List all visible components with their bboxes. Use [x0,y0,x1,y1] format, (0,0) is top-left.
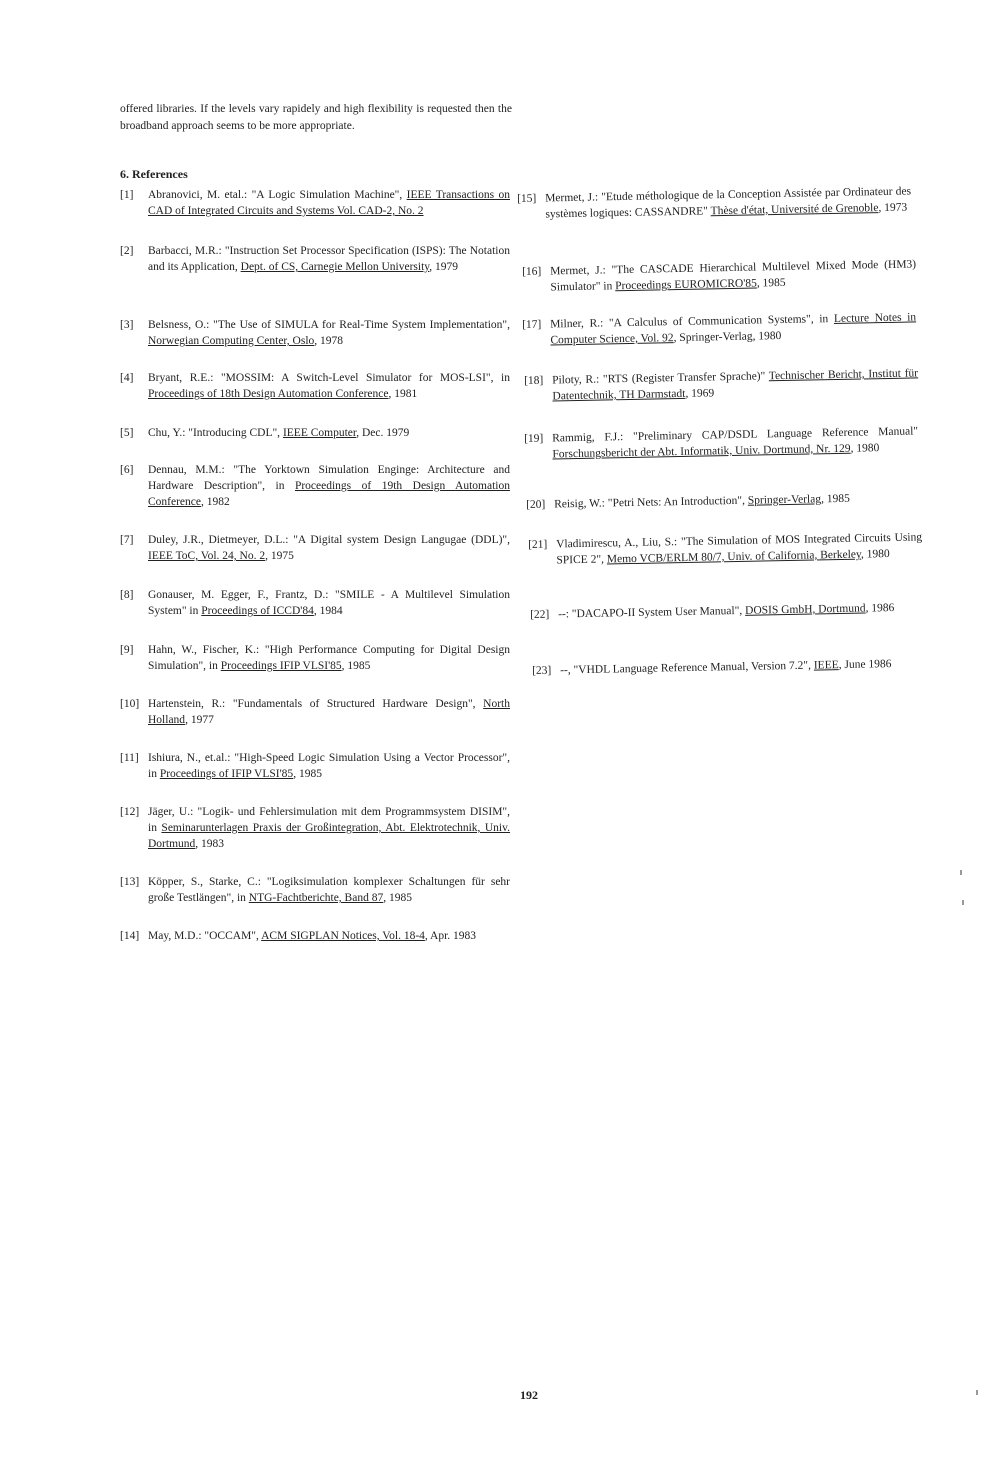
reference-venue: North Holland [148,698,510,726]
reference-number: [4] [120,372,134,384]
reference-number: [7] [120,534,134,546]
reference-number: [1] [120,189,134,201]
reference-text: Rammig, F.J.: "Preliminary CAP/DSDL Language Reference Manual" Forschungsbericht der Abt. Informatik, Univ. Dortmund, Nr. 129, 1980 [552,425,919,461]
reference-venue: Norwegian Computing Center, Oslo [148,335,315,347]
reference-text: Bryant, R.E.: "MOSSIM: A Switch-Level Simulator for MOS-LSI", in Proceedings of 18th Design Automation Conference, 1981 [148,372,510,400]
reference-number: [11] [120,752,139,764]
reference-text: Abranovici, M. etal.: "A Logic Simulation Machine", IEEE Transactions on CAD of Integrated Circuits and Systems Vol. CAD-2, No. 2 [148,189,510,217]
reference-number: [20] [526,498,546,511]
reference-number: [12] [120,806,140,818]
reference-text: Chu, Y.: "Introducing CDL", IEEE Computer, Dec. 1979 [148,427,410,439]
reference-text: Mermet, J.: "The CASCADE Hierarchical Multilevel Mixed Mode (HM3) Simulator" in Proceedings EUROMICRO'85, 1985 [550,258,917,294]
reference-number: [16] [522,265,542,278]
reference-text: Piloty, R.: "RTS (Register Transfer Sprache)" Technischer Bericht, Institut für Datentechnik, TH Darmstadt, 1969 [552,367,919,403]
reference-number: [5] [120,427,134,439]
reference-venue: Proceedings of ICCD'84 [201,605,314,617]
reference-venue: Thèse d'état, Université de Grenoble [710,202,879,218]
reference-venue: IEEE [813,659,839,672]
reference-number: [21] [528,538,548,551]
reference-text: Mermet, J.: "Etude méthologique de la Conception Assistée par Ordinateur des systèmes logiques: CASSANDRE" Thèse d'état, Université de Grenoble, 1973 [545,185,912,221]
reference-number: [23] [532,664,552,677]
reference-venue: Technischer Bericht, Institut für Datentechnik, TH Darmstadt [552,367,919,403]
reference-text: Ishiura, N., et.al.: "High-Speed Logic Simulation Using a Vector Processor", in Proceedings of IFIP VLSI'85, 1985 [148,752,510,780]
reference-venue: Springer-Verlag [747,493,822,507]
reference-text: Milner, R.: "A Calculus of Communication Systems", in Lecture Notes in Computer Science, Vol. 92, Springer-Verlag, 1980 [550,311,917,347]
reference-text: --, "VHDL Language Reference Manual, Version 7.2", IEEE, June 1986 [560,658,892,677]
reference-text: Köpper, S., Starke, C.: "Logiksimulation komplexer Schaltungen für sehr große Testlängen", in NTG-Fachtberichte, Band 87, 1985 [148,876,510,904]
scan-speck [960,870,962,875]
reference-text: Hahn, W., Fischer, K.: "High Performance Computing for Digital Design Simulation", in Proceedings IFIP VLSI'85, 1985 [148,644,510,672]
reference-venue: DOSIS GmbH, Dortmund [744,602,866,617]
reference-text: --: "DACAPO-II System User Manual", DOSIS GmbH, Dortmund, 1986 [558,602,895,621]
reference-number: [8] [120,589,134,601]
reference-text: Gonauser, M. Egger, F., Frantz, D.: "SMILE - A Multilevel Simulation System" in Proceedings of ICCD'84, 1984 [148,589,510,617]
reference-text: Reisig, W.: "Petri Nets: An Introduction", Springer-Verlag, 1985 [554,492,850,511]
scan-speck [962,900,964,905]
reference-venue: Proceedings EUROMICRO'85 [615,277,757,293]
intro-paragraph: offered libraries. If the levels vary rapidely and high flexibility is requested then the broadband approach seems to be more appropriate. [120,103,512,132]
reference-venue: ACM SIGPLAN Notices, Vol. 18-4 [261,930,425,942]
reference-text: Jäger, U.: "Logik- und Fehlersimulation mit dem Programmsystem DISIM", in Seminarunterlagen Praxis der Großintegration, Abt. Elektrotechnik, Univ. Dortmund, 1983 [148,806,511,850]
reference-number: [9] [120,644,134,656]
reference-text: Barbacci, M.R.: "Instruction Set Processor Specification (ISPS): The Notation and its Application, Dept. of CS, Carnegie Mellon University, 1979 [148,245,510,273]
reference-venue: Dept. of CS, Carnegie Mellon University [240,261,430,273]
reference-number: [6] [120,464,134,476]
reference-number: [15] [517,192,537,205]
reference-venue: Proceedings of IFIP VLSI'85 [159,768,294,780]
reference-venue: IEEE Transactions on CAD of Integrated Circuits and Systems Vol. CAD-2, No. 2 [148,189,510,217]
reference-number: [13] [120,876,140,888]
reference-venue: IEEE ToC, Vol. 24, No. 2 [148,550,266,562]
reference-venue: IEEE Computer [282,427,357,439]
reference-number: [22] [530,608,550,621]
reference-venue: Proceedings of 18th Design Automation Conference [148,388,389,400]
reference-number: [18] [524,374,544,387]
reference-text: Hartenstein, R.: "Fundamentals of Structured Hardware Design", North Holland, 1977 [148,698,510,726]
reference-venue: Proceedings of 19th Design Automation Conference [148,480,510,508]
scan-speck [976,1390,978,1395]
reference-venue: Seminarunterlagen Praxis der Großintegration, Abt. Elektrotechnik, Univ. Dortmund [148,822,511,850]
reference-venue: Memo VCB/ERLM 80/7, Univ. of California, Berkeley [606,548,862,566]
reference-number: [3] [120,319,134,331]
reference-number: [10] [120,698,140,710]
reference-number: [17] [522,318,542,331]
reference-venue: NTG-Fachtberichte, Band 87 [248,892,384,904]
reference-number: [2] [120,245,134,257]
references-heading: 6. References [120,167,188,181]
reference-venue: Lecture Notes in Computer Science, Vol. 92 [550,311,917,347]
reference-text: Vladimirescu, A., Liu, S.: "The Simulation of MOS Integrated Circuits Using SPICE 2", Memo VCB/ERLM 80/7, Univ. of California, Berkeley, 1980 [556,531,923,567]
reference-venue: Proceedings IFIP VLSI'85 [220,660,342,672]
reference-text: May, M.D.: "OCCAM", ACM SIGPLAN Notices, Vol. 18-4, Apr. 1983 [148,930,477,942]
reference-text: Belsness, O.: "The Use of SIMULA for Real-Time System Implementation", Norwegian Computing Center, Oslo, 1978 [148,319,510,347]
reference-venue: Forschungsbericht der Abt. Informatik, Univ. Dortmund, Nr. 129 [552,442,851,461]
reference-number: [14] [120,930,140,942]
reference-text: Duley, J.R., Dietmeyer, D.L.: "A Digital system Design Langugae (DDL)", IEEE ToC, Vol. 24, No. 2, 1975 [148,534,510,562]
reference-number: [19] [524,432,544,445]
reference-text: Dennau, M.M.: "The Yorktown Simulation Enginge: Architecture and Hardware Description", in Proceedings of 19th Design Automation Conference, 1982 [148,464,510,508]
page-number: 192 [520,1388,538,1402]
